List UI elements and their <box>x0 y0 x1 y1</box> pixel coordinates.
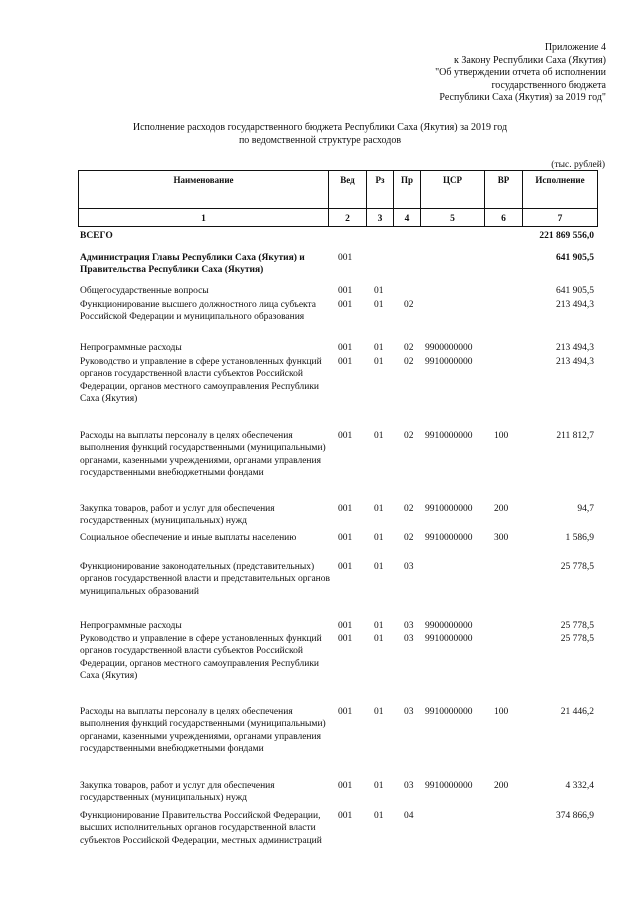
header-ved: Вед <box>340 175 355 185</box>
row-pr: 04 <box>404 811 414 821</box>
document-title <box>0 122 640 147</box>
row-value: 4 332,4 <box>565 781 594 791</box>
row-vr: 200 <box>494 781 509 791</box>
row-rz: 01 <box>374 621 384 631</box>
row-value: 213 494,3 <box>556 343 594 353</box>
row-vr: 300 <box>494 533 509 543</box>
row-csr: 9910000000 <box>425 781 473 791</box>
row-pr: 03 <box>404 707 414 717</box>
row-name: Непрограммные расходы <box>80 621 182 631</box>
appendix-line: Приложение 4 <box>544 42 606 53</box>
header-ved-cell <box>329 171 367 226</box>
header-value: Исполнение <box>535 175 585 185</box>
row-pr: 03 <box>404 634 414 644</box>
row-pr: 03 <box>404 621 414 631</box>
row-vr: 100 <box>494 431 509 441</box>
colnum-csr: 5 <box>450 214 455 224</box>
row-csr: 9910000000 <box>425 634 473 644</box>
row-name: Социальное обеспечение и иные выплаты населению <box>80 533 297 543</box>
row-rz: 01 <box>374 533 384 543</box>
colnum-rz: 3 <box>377 214 383 224</box>
appendix-line: к Закону Республики Саха (Якутия) <box>454 54 606 66</box>
header-rz-cell <box>367 171 394 226</box>
row-value: 221 869 556,0 <box>539 231 594 241</box>
row-rz: 01 <box>374 504 384 514</box>
row-rz: 01 <box>374 431 384 441</box>
row-value: 213 494,3 <box>556 357 594 367</box>
row-rz: 01 <box>374 300 384 310</box>
header-csr-cell <box>421 171 485 226</box>
header-name-cell <box>79 171 329 226</box>
row-rz: 01 <box>374 811 384 821</box>
colnum-ved: 2 <box>345 214 350 224</box>
row-name: Закупка товаров, работ и услуг для обеспечения государственных (муниципальных) нужд <box>80 504 275 527</box>
appendix-line: государственного бюджета <box>491 79 606 91</box>
row-ved: 001 <box>338 707 353 717</box>
row-ved: 001 <box>338 300 353 310</box>
row-rz: 01 <box>374 562 384 572</box>
colnum-name: 1 <box>201 214 206 224</box>
row-value: 211 812,7 <box>556 431 594 441</box>
header-pr: Пр <box>400 175 413 185</box>
row-pr: 03 <box>404 781 414 791</box>
row-ved: 001 <box>338 562 353 572</box>
appendix-line: Республики Саха (Якутия) за 2019 год" <box>439 92 606 103</box>
row-ved: 001 <box>338 634 353 644</box>
header-value-cell <box>523 171 597 226</box>
header-vr: ВР <box>497 175 510 185</box>
row-csr: 9900000000 <box>425 343 473 353</box>
row-value: 1 586,9 <box>565 533 594 543</box>
row-pr: 03 <box>404 562 414 572</box>
row-csr: 9900000000 <box>425 621 473 631</box>
row-rz: 01 <box>374 343 384 353</box>
header-rz: Рз <box>375 175 385 185</box>
title-line: Исполнение расходов государственного бюджета Республики Саха (Якутия) за 2019 год <box>132 122 508 133</box>
header-vr-cell <box>485 171 523 226</box>
row-vr: 100 <box>494 707 509 717</box>
row-ved: 001 <box>338 343 353 353</box>
row-value: 94,7 <box>577 504 594 514</box>
row-value: 25 778,5 <box>560 634 594 644</box>
row-rz: 01 <box>374 781 384 791</box>
row-value: 641 905,5 <box>556 253 594 263</box>
colnum-value: 7 <box>557 214 563 224</box>
row-pr: 02 <box>404 504 414 514</box>
row-name: Расходы на выплаты персоналу в целях обеспечения выполнения функций государственными (муниципальными) органами, казенными учреждениями, органами управления государственными внебюджетными фондами <box>80 707 326 755</box>
header-csr: ЦСР <box>443 175 462 185</box>
row-rz: 01 <box>374 286 384 296</box>
header-pr-cell <box>394 171 421 226</box>
row-name: Общегосударственные вопросы <box>80 286 209 296</box>
row-pr: 02 <box>404 533 414 543</box>
row-name: Руководство и управление в сфере установленных функций органов государственной власти субъектов Российской Федерации, органов местного самоуправления Республики Саха (Якутия) <box>80 634 322 682</box>
row-ved: 001 <box>338 811 353 821</box>
row-name: ВСЕГО <box>80 231 113 241</box>
row-csr: 9910000000 <box>425 707 473 717</box>
colnum-pr: 4 <box>404 214 410 224</box>
row-ved: 001 <box>338 286 353 296</box>
row-ved: 001 <box>338 781 353 791</box>
row-ved: 001 <box>338 533 353 543</box>
row-csr: 9910000000 <box>425 431 473 441</box>
row-name: Расходы на выплаты персоналу в целях обеспечения выполнения функций государственными (муниципальными) органами, казенными учреждениями, органами управления государственными внебюджетными фондами <box>80 431 326 479</box>
row-name: Закупка товаров, работ и услуг для обеспечения государственных (муниципальных) нужд <box>80 781 275 804</box>
row-pr: 02 <box>404 357 414 367</box>
row-name: Руководство и управление в сфере установленных функций органов государственной власти субъектов Российской Федерации, органов местного самоуправления Республики Саха (Якутия) <box>80 357 322 405</box>
row-pr: 02 <box>404 343 414 353</box>
row-value: 25 778,5 <box>560 562 594 572</box>
row-rz: 01 <box>374 634 384 644</box>
row-name: Функционирование законодательных (представительных) органов государственной власти и представительных органов муниципальных образований <box>80 562 330 597</box>
title-line: по ведомственной структуре расходов <box>238 134 402 146</box>
row-csr: 9910000000 <box>425 357 473 367</box>
row-rz: 01 <box>374 707 384 717</box>
row-pr: 02 <box>404 300 414 310</box>
row-value: 213 494,3 <box>556 300 594 310</box>
header-name: Наименование <box>173 175 234 185</box>
row-ved: 001 <box>338 253 353 263</box>
row-csr: 9910000000 <box>425 533 473 543</box>
row-value: 641 905,5 <box>556 286 594 296</box>
row-name: Администрация Главы Республики Саха (Якутия) и Правительства Республики Саха (Якутия) <box>80 253 305 276</box>
units-label: (тыс. рублей) <box>551 160 605 170</box>
row-name: Функционирование Правительства Российской Федерации, высших исполнительных органов государственной власти субъектов Российской Федерации, местных администраций <box>80 811 322 846</box>
row-ved: 001 <box>338 621 353 631</box>
row-ved: 001 <box>338 504 353 514</box>
row-ved: 001 <box>338 357 353 367</box>
row-value: 374 866,9 <box>556 811 594 821</box>
row-name: Функционирование высшего должностного лица субъекта Российской Федерации и муниципального образования <box>80 300 317 323</box>
appendix-line: "Об утверждении отчета об исполнении <box>435 67 606 78</box>
colnum-vr: 6 <box>501 214 506 224</box>
row-name: Непрограммные расходы <box>80 343 182 353</box>
row-value: 25 778,5 <box>560 621 594 631</box>
row-ved: 001 <box>338 431 353 441</box>
row-rz: 01 <box>374 357 384 367</box>
appendix-note <box>435 42 606 105</box>
row-csr: 9910000000 <box>425 504 473 514</box>
row-vr: 200 <box>494 504 509 514</box>
row-pr: 02 <box>404 431 414 441</box>
table-header <box>78 170 598 227</box>
row-value: 21 446,2 <box>560 707 594 717</box>
